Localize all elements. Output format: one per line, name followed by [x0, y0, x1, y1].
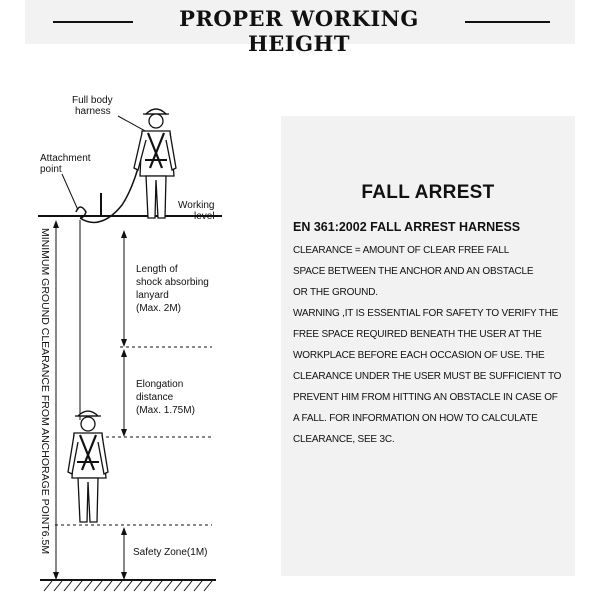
safety-zone-label: Safety Zone(1M) — [133, 547, 208, 558]
harness-pointer — [118, 116, 147, 132]
fall-arrest-panel — [281, 116, 575, 576]
panel-line: CLEARANCE UNDER THE USER MUST BE SUFFICIENT TO — [293, 371, 562, 382]
panel-line: PREVENT HIM FROM HITTING AN OBSTACLE IN CASE OF — [293, 392, 558, 403]
panel-title: FALL ARREST — [361, 182, 495, 203]
ground-hatching — [44, 581, 212, 591]
elongation-label-3: (Max. 1.75M) — [136, 405, 195, 416]
panel-line: WARNING ,IT IS ESSENTIAL FOR SAFETY TO VERIFY THE — [293, 308, 559, 319]
working-level-label-2: level — [194, 211, 215, 222]
upper-worker-icon — [134, 109, 176, 218]
full-body-harness-label-2: harness — [75, 106, 111, 117]
full-body-harness-label-1: Full body — [72, 95, 113, 106]
panel-line: OR THE GROUND. — [293, 287, 378, 298]
lanyard-label-1: Length of — [136, 264, 178, 275]
elongation-label-1: Elongation — [136, 379, 184, 390]
panel-text — [293, 240, 575, 450]
panel-line: WORKPLACE BEFORE EACH OCCASION OF USE. THE — [293, 350, 545, 361]
working-level-label-1: Working — [178, 200, 215, 211]
panel-line: A FALL. FOR INFORMATION ON HOW TO CALCULATE — [293, 413, 538, 424]
attachment-point-label-1: Attachment — [40, 153, 91, 164]
ground-clearance-vertical-label: MINIMUM GROUND CLEARANCE FROM ANCHORAGE POINT6.5M — [39, 228, 51, 555]
attachment-point-label-2: point — [40, 164, 62, 175]
lanyard-label-3: lanyard — [136, 290, 169, 301]
lower-worker-icon — [68, 411, 108, 522]
elongation-label-2: distance — [136, 392, 174, 403]
panel-line: CLEARANCE = AMOUNT OF CLEAR FREE FALL — [293, 245, 510, 256]
panel-line: FREE SPACE REQUIRED BENEATH THE USER AT THE — [293, 329, 542, 340]
page-title: PROPER WORKING HEIGHT — [179, 6, 419, 56]
lanyard-label-4: (Max. 2M) — [136, 303, 181, 314]
panel-subtitle: EN 361:2002 FALL ARREST HARNESS — [293, 220, 521, 234]
panel-line: CLEARANCE, SEE 3C. — [293, 434, 395, 445]
lanyard-label-2: shock absorbing — [136, 277, 209, 288]
attachment-pointer — [62, 174, 78, 210]
panel-line: SPACE BETWEEN THE ANCHOR AND AN OBSTACLE — [293, 266, 534, 277]
